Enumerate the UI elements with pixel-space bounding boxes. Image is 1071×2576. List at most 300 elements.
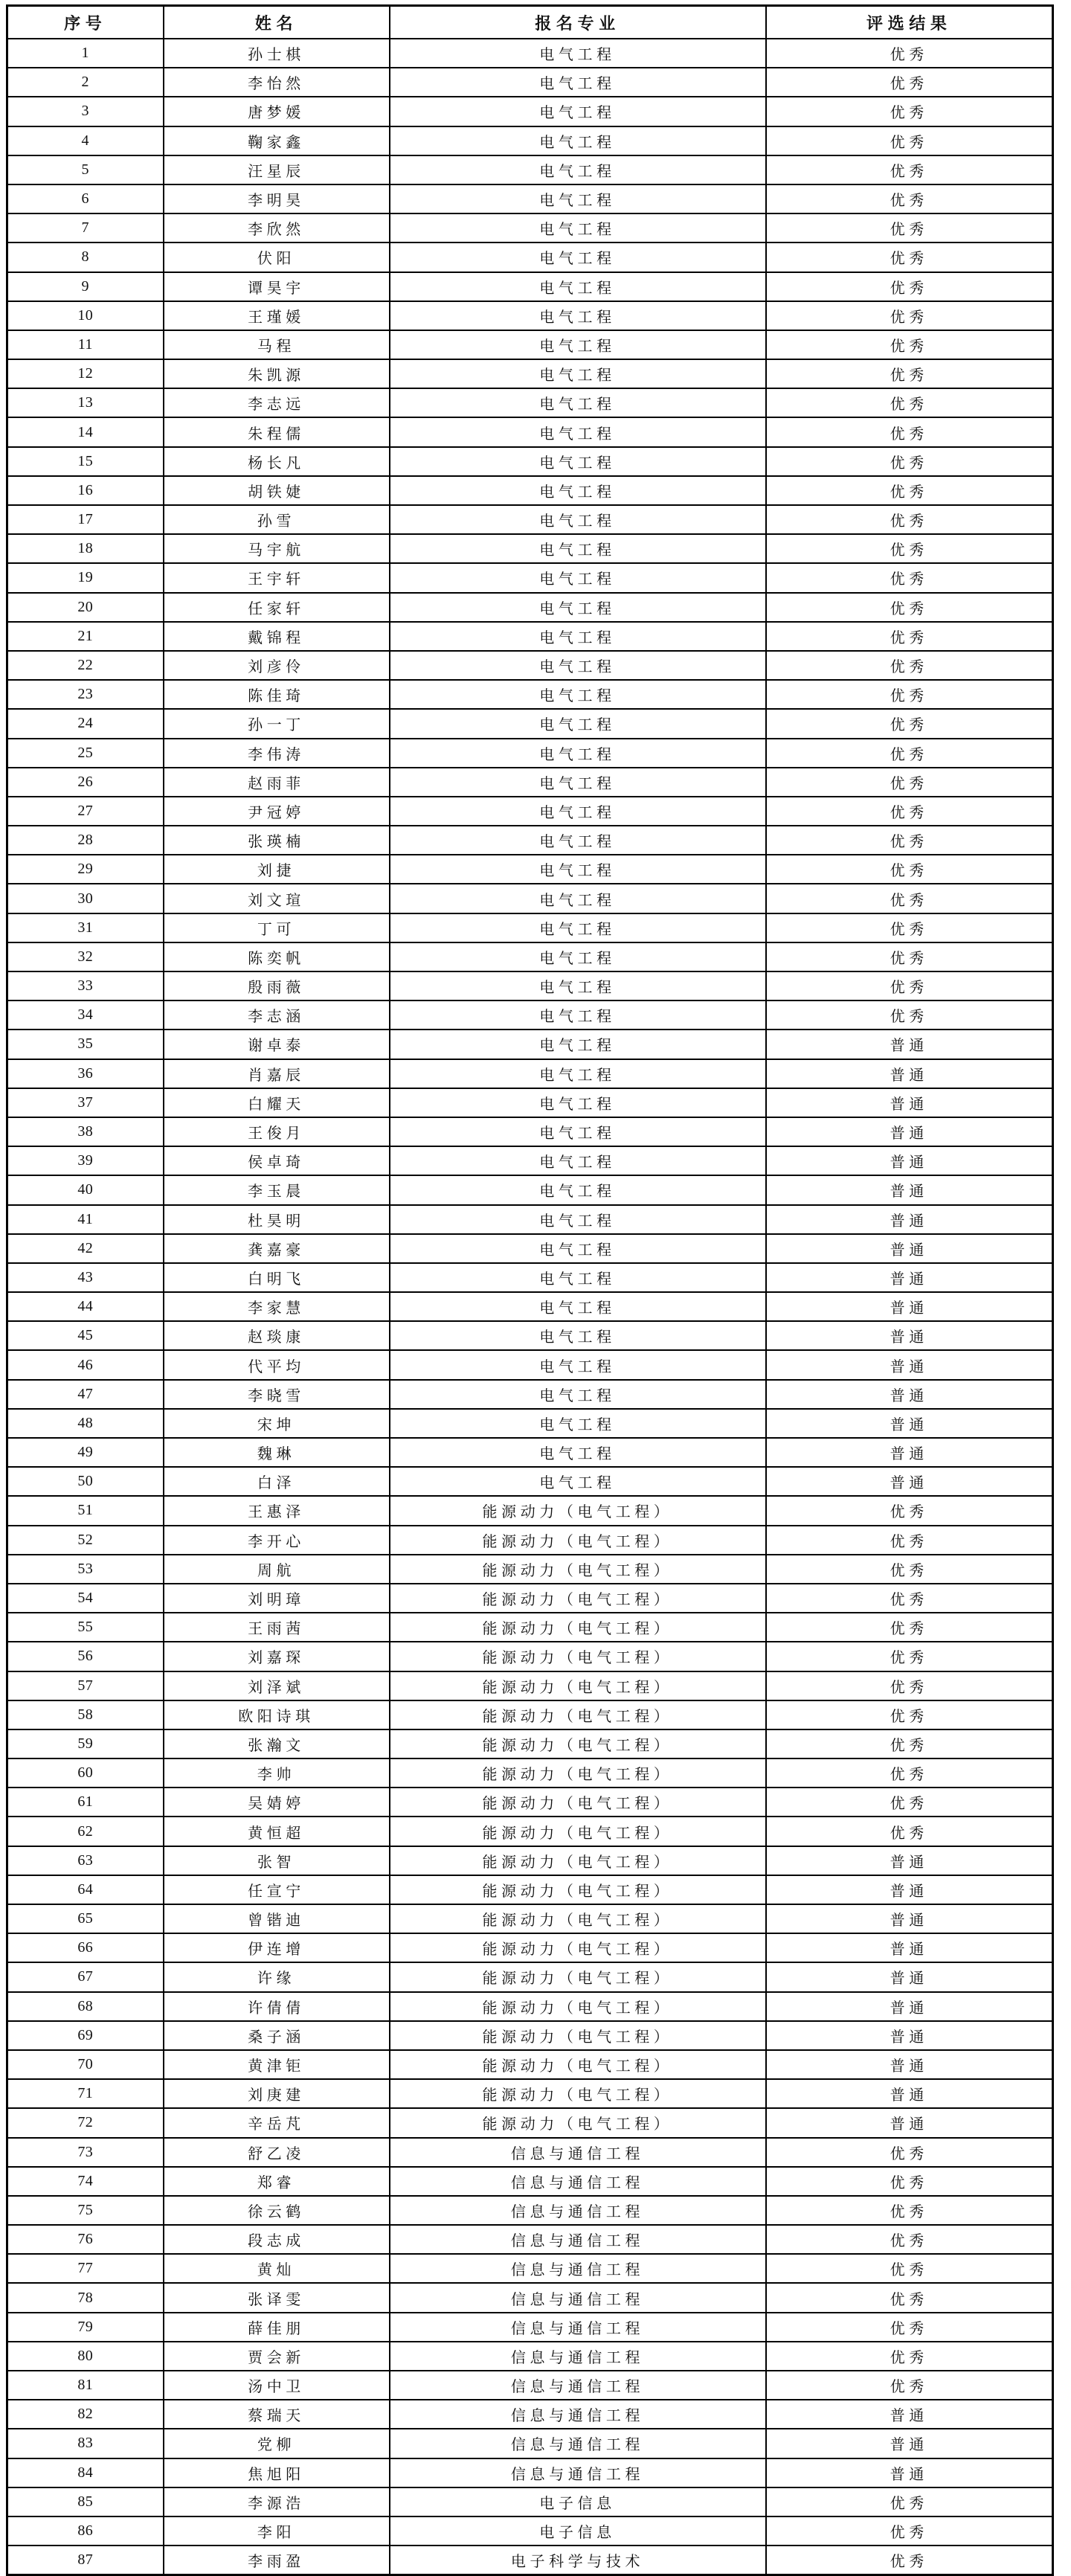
cell-serial-number: 27 [7, 797, 164, 826]
cell-selection-result: 优秀 [766, 126, 1053, 155]
cell-name: 刘文瑄 [164, 884, 390, 913]
cell-name: 白耀天 [164, 1088, 390, 1117]
cell-registered-major: 电气工程 [390, 563, 766, 592]
table-row [7, 1817, 1053, 1846]
cell-serial-number: 64 [7, 1875, 164, 1904]
cell-registered-major: 能源动力（电气工程） [390, 1933, 766, 1962]
cell-selection-result: 优秀 [766, 1000, 1053, 1030]
cell-name: 舒乙凌 [164, 2138, 390, 2167]
cell-name: 任宣宁 [164, 1875, 390, 1904]
cell-name: 党柳 [164, 2429, 390, 2458]
cell-selection-result: 优秀 [766, 2516, 1053, 2546]
cell-selection-result: 优秀 [766, 301, 1053, 330]
cell-selection-result: 优秀 [766, 2138, 1053, 2167]
table-row [7, 2225, 1053, 2254]
table-row [7, 155, 1053, 184]
cell-registered-major: 能源动力（电气工程） [390, 1526, 766, 1555]
cell-name: 李志涵 [164, 1000, 390, 1030]
cell-serial-number: 54 [7, 1584, 164, 1613]
cell-registered-major: 电气工程 [390, 1409, 766, 1438]
cell-name: 白明飞 [164, 1263, 390, 1292]
cell-selection-result: 优秀 [766, 680, 1053, 709]
cell-registered-major: 能源动力（电气工程） [390, 1584, 766, 1613]
cell-registered-major: 信息与通信工程 [390, 2371, 766, 2400]
cell-registered-major: 电气工程 [390, 126, 766, 155]
table-row [7, 1613, 1053, 1642]
cell-serial-number: 79 [7, 2313, 164, 2342]
table-row [7, 593, 1053, 622]
cell-selection-result: 优秀 [766, 2254, 1053, 2283]
cell-selection-result: 普通 [766, 1146, 1053, 1175]
table-row [7, 1642, 1053, 1671]
cell-registered-major: 能源动力（电气工程） [390, 2021, 766, 2050]
cell-registered-major: 能源动力（电气工程） [390, 2079, 766, 2108]
cell-selection-result: 优秀 [766, 797, 1053, 826]
cell-registered-major: 电气工程 [390, 68, 766, 97]
cell-serial-number: 66 [7, 1933, 164, 1962]
cell-serial-number: 59 [7, 1729, 164, 1758]
cell-selection-result: 优秀 [766, 1642, 1053, 1671]
cell-serial-number: 69 [7, 2021, 164, 2050]
cell-registered-major: 电气工程 [390, 1175, 766, 1204]
table-row [7, 359, 1053, 388]
cell-registered-major: 电气工程 [390, 1263, 766, 1292]
table-row [7, 2196, 1053, 2225]
cell-selection-result: 优秀 [766, 447, 1053, 476]
cell-serial-number: 34 [7, 1000, 164, 1030]
cell-selection-result: 普通 [766, 2050, 1053, 2079]
cell-selection-result: 优秀 [766, 184, 1053, 213]
table-row [7, 739, 1053, 768]
cell-name: 许缘 [164, 1962, 390, 1991]
cell-name: 侯卓琦 [164, 1146, 390, 1175]
cell-selection-result: 优秀 [766, 709, 1053, 738]
cell-name: 张瀚文 [164, 1729, 390, 1758]
cell-selection-result: 普通 [766, 1904, 1053, 1933]
cell-name: 李伟涛 [164, 739, 390, 768]
cell-selection-result: 优秀 [766, 593, 1053, 622]
table-row [7, 1030, 1053, 1059]
table-row [7, 242, 1053, 272]
table-row [7, 622, 1053, 651]
cell-registered-major: 能源动力（电气工程） [390, 1700, 766, 1729]
cell-name: 吴婧婷 [164, 1788, 390, 1817]
cell-selection-result: 普通 [766, 1409, 1053, 1438]
table-row [7, 826, 1053, 855]
cell-serial-number: 75 [7, 2196, 164, 2225]
cell-serial-number: 86 [7, 2516, 164, 2546]
cell-serial-number: 32 [7, 942, 164, 971]
cell-registered-major: 电气工程 [390, 797, 766, 826]
cell-selection-result: 优秀 [766, 651, 1053, 680]
cell-selection-result: 优秀 [766, 2167, 1053, 2196]
cell-selection-result: 普通 [766, 2429, 1053, 2458]
table-row [7, 1292, 1053, 1321]
cell-selection-result: 普通 [766, 1933, 1053, 1962]
table-row [7, 1526, 1053, 1555]
cell-serial-number: 31 [7, 913, 164, 942]
table-row [7, 2458, 1053, 2487]
cell-name: 朱程儒 [164, 417, 390, 446]
cell-serial-number: 72 [7, 2108, 164, 2137]
cell-registered-major: 电气工程 [390, 505, 766, 534]
cell-serial-number: 43 [7, 1263, 164, 1292]
cell-registered-major: 电气工程 [390, 184, 766, 213]
cell-name: 蔡瑞天 [164, 2400, 390, 2429]
cell-registered-major: 能源动力（电气工程） [390, 1613, 766, 1642]
cell-serial-number: 87 [7, 2546, 164, 2575]
cell-selection-result: 优秀 [766, 1613, 1053, 1642]
table-row [7, 1496, 1053, 1525]
table-row [7, 39, 1053, 68]
cell-registered-major: 信息与通信工程 [390, 2196, 766, 2225]
cell-selection-result: 优秀 [766, 826, 1053, 855]
cell-serial-number: 23 [7, 680, 164, 709]
cell-registered-major: 信息与通信工程 [390, 2458, 766, 2487]
table-row [7, 1962, 1053, 1991]
cell-registered-major: 电气工程 [390, 534, 766, 563]
table-row [7, 126, 1053, 155]
cell-name: 李帅 [164, 1758, 390, 1788]
cell-registered-major: 电气工程 [390, 1088, 766, 1117]
table-row [7, 1321, 1053, 1350]
table-row [7, 651, 1053, 680]
table-row [7, 1117, 1053, 1146]
cell-serial-number: 55 [7, 1613, 164, 1642]
table-row [7, 1584, 1053, 1613]
table-row [7, 942, 1053, 971]
cell-selection-result: 优秀 [766, 913, 1053, 942]
table-row [7, 1350, 1053, 1379]
cell-serial-number: 16 [7, 476, 164, 505]
cell-name: 李阳 [164, 2516, 390, 2546]
cell-registered-major: 能源动力（电气工程） [390, 1962, 766, 1991]
cell-serial-number: 1 [7, 39, 164, 68]
cell-name: 尹冠婷 [164, 797, 390, 826]
cell-selection-result: 优秀 [766, 330, 1053, 359]
cell-selection-result: 普通 [766, 1467, 1053, 1496]
table-row [7, 1000, 1053, 1030]
cell-registered-major: 电气工程 [390, 447, 766, 476]
cell-serial-number: 80 [7, 2342, 164, 2371]
cell-registered-major: 能源动力（电气工程） [390, 1642, 766, 1671]
cell-name: 桑子涵 [164, 2021, 390, 2050]
cell-serial-number: 73 [7, 2138, 164, 2167]
cell-selection-result: 优秀 [766, 971, 1053, 1000]
cell-registered-major: 电气工程 [390, 1467, 766, 1496]
cell-registered-major: 电气工程 [390, 826, 766, 855]
cell-selection-result: 优秀 [766, 505, 1053, 534]
cell-registered-major: 电气工程 [390, 272, 766, 301]
cell-name: 王惠泽 [164, 1496, 390, 1525]
table-row [7, 2516, 1053, 2546]
cell-serial-number: 21 [7, 622, 164, 651]
cell-name: 王瑾媛 [164, 301, 390, 330]
cell-registered-major: 电气工程 [390, 942, 766, 971]
table-row [7, 213, 1053, 242]
cell-selection-result: 普通 [766, 1292, 1053, 1321]
cell-registered-major: 电气工程 [390, 1321, 766, 1350]
cell-name: 黄津钜 [164, 2050, 390, 2079]
cell-selection-result: 优秀 [766, 2225, 1053, 2254]
cell-serial-number: 63 [7, 1846, 164, 1875]
cell-selection-result: 普通 [766, 1030, 1053, 1059]
cell-name: 辛岳芃 [164, 2108, 390, 2137]
cell-registered-major: 能源动力（电气工程） [390, 1671, 766, 1700]
cell-selection-result: 优秀 [766, 213, 1053, 242]
cell-name: 肖嘉辰 [164, 1059, 390, 1088]
cell-registered-major: 电子信息 [390, 2487, 766, 2516]
table-row [7, 2167, 1053, 2196]
cell-name: 伏阳 [164, 242, 390, 272]
cell-registered-major: 电气工程 [390, 1438, 766, 1467]
cell-selection-result: 普通 [766, 1438, 1053, 1467]
cell-name: 任家轩 [164, 593, 390, 622]
cell-registered-major: 电气工程 [390, 1234, 766, 1263]
cell-serial-number: 22 [7, 651, 164, 680]
cell-name: 殷雨薇 [164, 971, 390, 1000]
cell-serial-number: 47 [7, 1380, 164, 1409]
cell-serial-number: 28 [7, 826, 164, 855]
cell-serial-number: 6 [7, 184, 164, 213]
cell-serial-number: 38 [7, 1117, 164, 1146]
table-row [7, 2283, 1053, 2312]
cell-registered-major: 能源动力（电气工程） [390, 1788, 766, 1817]
table-row [7, 1409, 1053, 1438]
cell-selection-result: 优秀 [766, 39, 1053, 68]
cell-registered-major: 信息与通信工程 [390, 2400, 766, 2429]
cell-selection-result: 普通 [766, 2458, 1053, 2487]
cell-selection-result: 普通 [766, 1380, 1053, 1409]
cell-selection-result: 优秀 [766, 2342, 1053, 2371]
cell-name: 戴锦程 [164, 622, 390, 651]
cell-name: 龚嘉豪 [164, 1234, 390, 1263]
table-row [7, 1059, 1053, 1088]
table-row [7, 184, 1053, 213]
cell-serial-number: 68 [7, 1992, 164, 2021]
cell-registered-major: 能源动力（电气工程） [390, 1846, 766, 1875]
cell-name: 刘嘉琛 [164, 1642, 390, 1671]
cell-selection-result: 优秀 [766, 768, 1053, 797]
cell-serial-number: 42 [7, 1234, 164, 1263]
cell-name: 伊连增 [164, 1933, 390, 1962]
cell-registered-major: 电气工程 [390, 739, 766, 768]
cell-serial-number: 51 [7, 1496, 164, 1525]
table-row [7, 1875, 1053, 1904]
table-row [7, 2254, 1053, 2283]
cell-selection-result: 优秀 [766, 2283, 1053, 2312]
header-row [7, 6, 1053, 39]
table-row [7, 1758, 1053, 1788]
table-row [7, 447, 1053, 476]
table-row [7, 1700, 1053, 1729]
table-row [7, 1933, 1053, 1962]
table-row [7, 2400, 1053, 2429]
cell-registered-major: 电气工程 [390, 1000, 766, 1030]
cell-selection-result: 普通 [766, 1992, 1053, 2021]
cell-selection-result: 普通 [766, 1962, 1053, 1991]
cell-registered-major: 电气工程 [390, 680, 766, 709]
cell-registered-major: 电气工程 [390, 301, 766, 330]
cell-registered-major: 电气工程 [390, 359, 766, 388]
cell-selection-result: 普通 [766, 1175, 1053, 1204]
cell-registered-major: 电气工程 [390, 1059, 766, 1088]
cell-name: 李雨盈 [164, 2546, 390, 2575]
table-row [7, 797, 1053, 826]
table-row [7, 1380, 1053, 1409]
table-row [7, 2313, 1053, 2342]
cell-name: 刘泽斌 [164, 1671, 390, 1700]
cell-registered-major: 电气工程 [390, 1350, 766, 1379]
cell-selection-result: 优秀 [766, 68, 1053, 97]
cell-registered-major: 电气工程 [390, 1380, 766, 1409]
table-row [7, 768, 1053, 797]
cell-name: 孙士棋 [164, 39, 390, 68]
cell-serial-number: 4 [7, 126, 164, 155]
cell-registered-major: 电气工程 [390, 1292, 766, 1321]
applicant-results-table [6, 4, 1054, 2576]
cell-selection-result: 优秀 [766, 1729, 1053, 1758]
cell-serial-number: 19 [7, 563, 164, 592]
cell-name: 薛佳朋 [164, 2313, 390, 2342]
cell-name: 贾会新 [164, 2342, 390, 2371]
cell-selection-result: 优秀 [766, 1700, 1053, 1729]
cell-selection-result: 优秀 [766, 884, 1053, 913]
cell-name: 李开心 [164, 1526, 390, 1555]
cell-selection-result: 优秀 [766, 2371, 1053, 2400]
cell-selection-result: 优秀 [766, 242, 1053, 272]
cell-name: 代平均 [164, 1350, 390, 1379]
cell-serial-number: 3 [7, 97, 164, 126]
cell-selection-result: 普通 [766, 1263, 1053, 1292]
cell-name: 白泽 [164, 1467, 390, 1496]
cell-serial-number: 44 [7, 1292, 164, 1321]
cell-registered-major: 电气工程 [390, 388, 766, 417]
cell-registered-major: 电气工程 [390, 1146, 766, 1175]
cell-serial-number: 49 [7, 1438, 164, 1467]
cell-serial-number: 17 [7, 505, 164, 534]
cell-selection-result: 优秀 [766, 534, 1053, 563]
cell-selection-result: 普通 [766, 2079, 1053, 2108]
cell-name: 黄灿 [164, 2254, 390, 2283]
cell-serial-number: 7 [7, 213, 164, 242]
cell-selection-result: 优秀 [766, 359, 1053, 388]
cell-registered-major: 能源动力（电气工程） [390, 1817, 766, 1846]
cell-registered-major: 电气工程 [390, 622, 766, 651]
table-row [7, 2487, 1053, 2516]
cell-name: 陈奕帆 [164, 942, 390, 971]
cell-name: 王俊月 [164, 1117, 390, 1146]
table-row [7, 563, 1053, 592]
cell-name: 陈佳琦 [164, 680, 390, 709]
cell-serial-number: 14 [7, 417, 164, 446]
cell-serial-number: 20 [7, 593, 164, 622]
cell-name: 刘明璋 [164, 1584, 390, 1613]
table-row [7, 2050, 1053, 2079]
cell-name: 孙雪 [164, 505, 390, 534]
cell-registered-major: 电气工程 [390, 476, 766, 505]
cell-registered-major: 信息与通信工程 [390, 2283, 766, 2312]
cell-selection-result: 优秀 [766, 563, 1053, 592]
cell-name: 段志成 [164, 2225, 390, 2254]
cell-name: 李玉晨 [164, 1175, 390, 1204]
table-row [7, 1555, 1053, 1584]
header-serial-number: 序号 [7, 6, 164, 39]
cell-registered-major: 能源动力（电气工程） [390, 1904, 766, 1933]
table-row [7, 2371, 1053, 2400]
table-row [7, 1904, 1053, 1933]
cell-serial-number: 74 [7, 2167, 164, 2196]
cell-serial-number: 18 [7, 534, 164, 563]
cell-selection-result: 普通 [766, 1875, 1053, 1904]
table-row [7, 1175, 1053, 1204]
cell-selection-result: 优秀 [766, 942, 1053, 971]
cell-name: 赵琰康 [164, 1321, 390, 1350]
header-selection-result: 评选结果 [766, 6, 1053, 39]
cell-registered-major: 电气工程 [390, 651, 766, 680]
cell-name: 唐梦媛 [164, 97, 390, 126]
cell-registered-major: 信息与通信工程 [390, 2429, 766, 2458]
cell-selection-result: 普通 [766, 1117, 1053, 1146]
cell-name: 胡铁婕 [164, 476, 390, 505]
cell-serial-number: 24 [7, 709, 164, 738]
cell-serial-number: 45 [7, 1321, 164, 1350]
cell-selection-result: 优秀 [766, 1817, 1053, 1846]
cell-selection-result: 优秀 [766, 622, 1053, 651]
cell-selection-result: 优秀 [766, 155, 1053, 184]
cell-name: 王雨茜 [164, 1613, 390, 1642]
table-row [7, 680, 1053, 709]
cell-serial-number: 71 [7, 2079, 164, 2108]
cell-name: 汪星辰 [164, 155, 390, 184]
cell-name: 刘庚建 [164, 2079, 390, 2108]
cell-registered-major: 电气工程 [390, 1030, 766, 1059]
cell-name: 李源浩 [164, 2487, 390, 2516]
table-row [7, 1146, 1053, 1175]
cell-selection-result: 优秀 [766, 2313, 1053, 2342]
cell-serial-number: 36 [7, 1059, 164, 1088]
cell-name: 孙一丁 [164, 709, 390, 738]
cell-serial-number: 60 [7, 1758, 164, 1788]
cell-serial-number: 30 [7, 884, 164, 913]
cell-name: 郑睿 [164, 2167, 390, 2196]
cell-name: 欧阳诗琪 [164, 1700, 390, 1729]
cell-selection-result: 优秀 [766, 2546, 1053, 2575]
cell-registered-major: 信息与通信工程 [390, 2313, 766, 2342]
table-row [7, 2342, 1053, 2371]
cell-serial-number: 9 [7, 272, 164, 301]
cell-registered-major: 能源动力（电气工程） [390, 1729, 766, 1758]
cell-serial-number: 53 [7, 1555, 164, 1584]
cell-selection-result: 普通 [766, 1205, 1053, 1234]
table-row [7, 884, 1053, 913]
cell-selection-result: 普通 [766, 1321, 1053, 1350]
table-row [7, 2021, 1053, 2050]
table-row [7, 855, 1053, 884]
cell-selection-result: 优秀 [766, 476, 1053, 505]
cell-serial-number: 41 [7, 1205, 164, 1234]
cell-serial-number: 61 [7, 1788, 164, 1817]
cell-registered-major: 信息与通信工程 [390, 2167, 766, 2196]
cell-name: 刘捷 [164, 855, 390, 884]
cell-selection-result: 优秀 [766, 1788, 1053, 1817]
cell-registered-major: 电气工程 [390, 913, 766, 942]
cell-serial-number: 8 [7, 242, 164, 272]
table-row [7, 2108, 1053, 2137]
cell-serial-number: 48 [7, 1409, 164, 1438]
cell-name: 李怡然 [164, 68, 390, 97]
cell-selection-result: 优秀 [766, 2487, 1053, 2516]
